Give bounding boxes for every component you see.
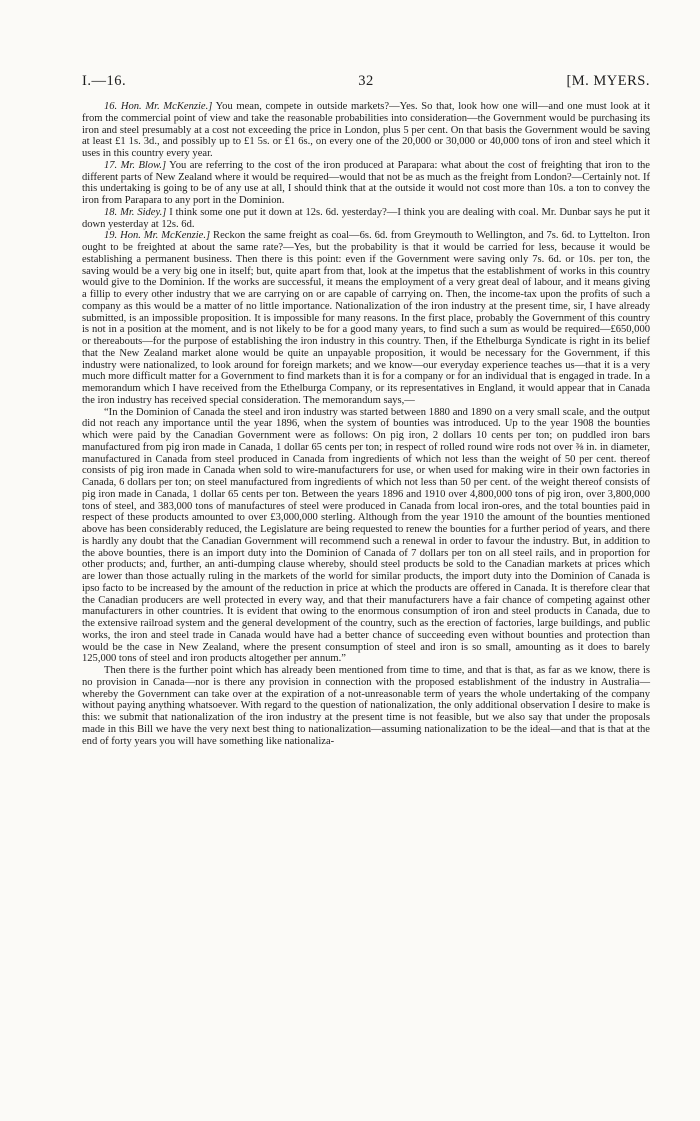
paragraph-q16	[82, 101, 650, 160]
paragraph-continuation	[82, 665, 650, 747]
question-lead: 16. Hon. Mr. McKenzie.]	[104, 101, 213, 112]
paragraph-q17	[82, 160, 650, 207]
paragraph-text: “In the Dominion of Canada the steel and iron industry was started between 1880 and 1890 on a very small scale, and the output did not reach any importance until the year 1896, when the system of bounties was introduced. Up to the year 1908 the bounties which were paid by the Canadian Government were as follows: On pig iron, 2 dollars 10 cents per ton; on puddled iron bars manufactured from pig iron made in Canada, 1 dollar 65 cents per ton; in respect of rolled round wire rods not over ⅜ in. in diameter, manufactured in Canada from steel produced in Canada from ingredients of which not less than the weight of 50 per cent. thereof consists of pig iron made in Canada when sold to wire-manufacturers for use, or when used for making wire in their own factories in Canada, 6 dollars per ton; on steel manufactured from ingredients of which not less than 50 per cent. of the weight thereof consists of pig iron made in Canada, 1 dollar 65 cents per ton. Between the years 1896 and 1910 over 4,800,000 tons of pig iron, over 3,800,000 tons of steel, and 383,000 tons of manufactures of steel were produced in Canada from local iron-ores, and the total bounties paid in respect of these products amounted to over £3,000,000 sterling. Although from the year 1910 the amount of the bounties mentioned above has been considerably reduced, the Legislature are being requested to renew the bounties for a further period of years, and there is hardly any doubt that the Canadian Government will recommend such a renewal in order to favour the industry. But, in addition to the above bounties, there is an import duty into the Dominion of Canada of 7 dollars per ton on all steel rails, and in proportion for other products; and, further, an anti-dumping clause whereby, should steel products be sold to the Canadian markets at prices which are lower than those actually ruling in the markets of the world for similar products, the import duty into the Dominion of Canada is ipso facto to be increased by the amount of the reduction in price at which the products are offered in Canada. It is therefore clear that the Canadian producers are well protected in every way, and that their manufacturers have a fair chance of competing against other manufacturers in other countries. It is evident that owing to the enormous consumption of iron and steel products in Canada, due to the extensive railroad system and the general development of the country, such as the erection of factories, large buildings, and public works, the iron and steel trade in Canada would have had a better chance of succeeding even without bounties and protection than would be the case in New Zealand, where the present consumption of steel and iron is so small, amounting as it does to barely 125,000 tons of steel and iron products altogether per annum.”	[82, 406, 650, 665]
paragraph-text: You are referring to the cost of the iron produced at Parapara: what about the cost of freighting that iron to the different parts of New Zealand where it would be required—would that not be as much as the freight from London?—Certainly not. If this undertaking is going to be of any use at all, I should think that at the outside it would not cost more than 10s. a ton to convey the iron from Parapara to any port in the Dominion.	[82, 159, 650, 206]
question-lead: 17. Mr. Blow.]	[104, 159, 167, 171]
paragraph-q19	[82, 230, 650, 406]
paragraph-q18	[82, 207, 650, 231]
paragraph-text: I think some one put it down at 12s. 6d. yesterday?—I think you are dealing with coal. Mr. Dunbar says he put it down yesterday at 12s. 6d.	[82, 206, 650, 230]
question-lead: 19. Hon. Mr. McKenzie.]	[104, 230, 211, 242]
page-body	[82, 101, 650, 747]
document-reference: I.—16.	[82, 73, 127, 89]
paragraph-text: Then there is the further point which has already been mentioned from time to time, and that is that, as far as we know, there is no provision in Canada—nor is there any provision in connection with the proposed establishment of the industry in Australia—whereby the Government can take over at the expiration of a not-unreasonable term of years the whole undertaking of the company without paying anything whatsoever. With regard to the question of nationalization, the only additional observation I desire to make is this: we submit that nationalization of the iron industry at the present time is not feasible, but we also say that under the proposals made in this Bill we have the very next best thing to nationalization—assuming nationalization to be the ideal—and that is that at the end of forty years you will have something like nationaliza-	[82, 665, 650, 747]
paragraph-text: Reckon the same freight as coal—6s. 6d. from Greymouth to Wellington, and 7s. 6d. to Lyttelton. Iron ought to be freighted at about the same rate?—Yes, but the probability is that it would be carried for less, because it would be establishing a permanent business. Then there is this point: even if the Government were saving only 7s. 6d. or 10s. per ton, the saving would be a very big one in itself; but, quite apart from that, look at the impetus that the establishment of works in this country would give to the Dominion. If the works are successful, it means the employment of a very great deal of labour, and it means giving a fillip to every other industry that we are carrying on or are capable of carrying on. Then, the income-tax upon the profits of such a company as this would be a matter of no little importance. Nationalization of the iron industry at the present time, sir, I have already submitted, is an impossible proposition. It is impossible for many reasons. In the first place, probably the Government of this country is not in a position at the moment, and is not likely to be for a good many years, to find such a sum as would be required—£650,000 or thereabouts—for the purpose of establishing the iron industry in this country. Then, if the Ethelburga Syndicate is right in its belief that the New Zealand market alone would be quite an unpayable proposition, it would be necessary for the Government, if this industry were nationalized, to look around for foreign markets; and we know—our everyday experience teaches us—that it is a very much more difficult matter for a Government to find markets than it is for a company or for an individual that is engaged in trade. In a memorandum which I have received from the Ethelburga Company, or its representatives in England, it would appear that in Canada the iron industry has received special consideration. The memorandum says,—	[82, 230, 650, 406]
witness-name: [M. MYERS.	[566, 73, 650, 89]
page-header	[82, 73, 650, 93]
question-lead: 18. Mr. Sidey.]	[104, 206, 167, 218]
paragraph-text: You mean, compete in outside markets?—Yes. So that, look how one will—and one must look at it from the commercial point of view and take the reasonable probabilities into consideration—the Government would be purchasing its iron and steel presumably at a cost not exceeding the price in London, plus 5 per cent. On that basis the Government would be saving at least £1 1s. 3d., and possibly up to £1 5s. or £1 6s., on every one of the 20,000 or 30,000 or 40,000 tons of iron and steel which it uses in this country every year.	[82, 101, 650, 159]
page-number: 32	[358, 73, 374, 89]
memorandum-quote	[82, 407, 650, 666]
